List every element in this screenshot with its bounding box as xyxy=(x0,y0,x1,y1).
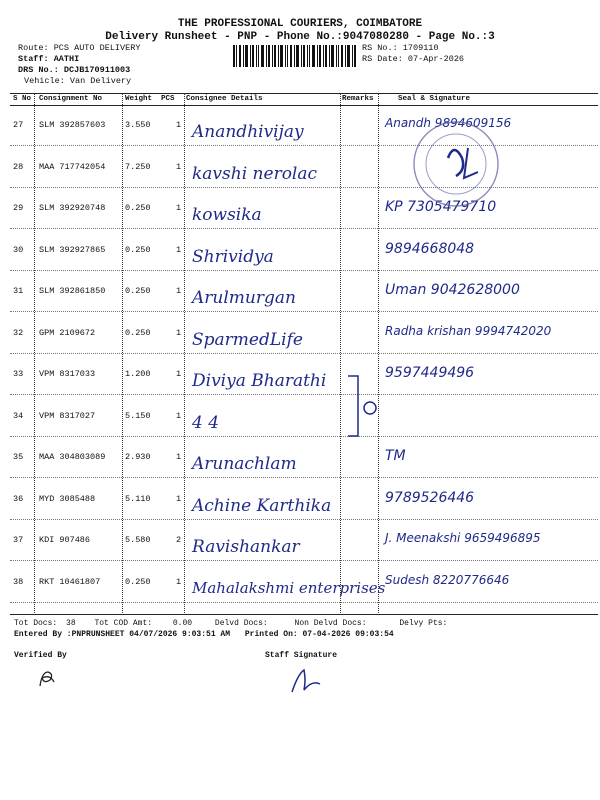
entered-by-text: Entered By :PNPRUNSHEET 04/07/2026 9:03:51 AM xyxy=(14,630,231,639)
consignee-name-handwritten: Ravishankar xyxy=(192,537,300,557)
receiver-signature-handwritten: 9597449496 xyxy=(385,365,475,381)
rs-number: RS No.: 1709110 xyxy=(362,43,439,53)
row-weight: 5.110 xyxy=(125,493,151,504)
receiver-signature-handwritten: Radha krishan 9994742020 xyxy=(385,323,552,338)
consignee-name-handwritten: kavshi nerolac xyxy=(192,163,318,184)
row-pcs: 1 xyxy=(176,576,182,587)
row-weight: 7.250 xyxy=(125,161,151,172)
col-seal: Seal & Signature xyxy=(398,95,471,103)
staff-signature-label: Staff Signature xyxy=(265,651,338,660)
tot-docs-label: Tot Docs: xyxy=(14,619,58,628)
row-pcs: 1 xyxy=(176,161,182,172)
footer-totals xyxy=(14,618,594,629)
drs-label: DRS No.: DCJB170911003 xyxy=(18,65,131,75)
document-title: THE PROFESSIONAL COURIERS, COIMBATORE xyxy=(177,18,423,30)
rs-date: RS Date: 07-Apr-2026 xyxy=(362,54,465,64)
row-sno: 32 xyxy=(13,327,24,338)
receiver-signature-handwritten: Uman 9042628000 xyxy=(385,282,520,298)
bracket-mark xyxy=(340,372,380,444)
row-sno: 27 xyxy=(13,120,24,130)
row-consignment-no: SLM 392861850 xyxy=(39,286,106,296)
consignee-name-handwritten: 4 4 xyxy=(192,412,220,433)
row-pcs: 1 xyxy=(176,410,182,421)
table-row xyxy=(10,229,598,271)
col-pcs: PCS xyxy=(161,95,175,103)
receiver-signature-handwritten: Anandh 9894609156 xyxy=(385,116,512,130)
verifier-signature xyxy=(36,666,58,690)
row-consignment-no: MAA 304803089 xyxy=(39,452,106,462)
rs-info xyxy=(362,43,464,65)
row-weight: 2.930 xyxy=(125,452,151,462)
tot-docs-value: 38 xyxy=(66,619,76,628)
row-weight: 0.250 xyxy=(125,286,151,296)
row-weight: 5.150 xyxy=(125,410,151,421)
row-consignment-no: GPM 2109672 xyxy=(39,327,96,338)
row-consignment-no: MYD 3085488 xyxy=(39,493,96,504)
row-weight: 0.250 xyxy=(125,203,151,213)
row-sno: 35 xyxy=(13,452,24,462)
row-weight: 1.200 xyxy=(125,369,151,379)
row-pcs: 1 xyxy=(176,369,182,379)
entered-by xyxy=(14,629,394,640)
row-pcs: 1 xyxy=(176,286,182,296)
row-sno: 33 xyxy=(13,369,24,379)
document-subtitle: Delivery Runsheet - PNP - Phone No.:9047080280 - Page No.:3 xyxy=(105,31,495,43)
row-pcs: 1 xyxy=(176,203,182,213)
delvy-pts-label: Delvy Pts: xyxy=(399,619,448,628)
consignee-name-handwritten: SparmedLife xyxy=(192,329,303,350)
row-pcs: 1 xyxy=(176,493,182,504)
route-info xyxy=(18,43,140,87)
row-consignment-no: MAA 717742054 xyxy=(39,161,106,172)
table-row xyxy=(10,187,598,229)
row-pcs: 1 xyxy=(176,452,182,462)
row-weight: 0.250 xyxy=(125,327,151,338)
row-weight: 5.580 xyxy=(125,535,151,545)
col-sno: S No xyxy=(13,95,32,103)
consignee-name-handwritten: Shrividya xyxy=(192,246,274,267)
barcode xyxy=(233,45,358,67)
company-stamp xyxy=(410,118,502,210)
consignee-name-handwritten: Arulmurgan xyxy=(192,288,296,308)
receiver-signature-handwritten: Sudesh 8220776646 xyxy=(385,572,510,587)
row-consignment-no: SLM 392920748 xyxy=(39,203,106,213)
consignee-name-handwritten: kowsika xyxy=(192,205,262,225)
consignee-name-handwritten: Achine Karthika xyxy=(192,495,332,516)
receiver-signature-handwritten: TM xyxy=(385,448,406,464)
staff-signature-mark xyxy=(288,664,324,696)
row-sno: 36 xyxy=(13,493,24,504)
table-row xyxy=(10,395,598,437)
consignee-name-handwritten: Arunachlam xyxy=(192,454,297,474)
receiver-signature-handwritten: 9789526446 xyxy=(385,489,475,506)
row-weight: 0.250 xyxy=(125,576,151,587)
consignee-name-handwritten: Anandhivijay xyxy=(192,122,304,142)
table-row xyxy=(10,436,598,478)
row-sno: 28 xyxy=(13,161,24,172)
tot-cod-label: Tot COD Amt: xyxy=(94,619,153,628)
row-consignment-no: VPM 8317027 xyxy=(39,410,96,421)
row-sno: 29 xyxy=(13,203,24,213)
row-sno: 30 xyxy=(13,244,24,255)
row-weight: 3.550 xyxy=(125,120,151,130)
row-consignment-no: VPM 8317033 xyxy=(39,369,96,379)
row-pcs: 1 xyxy=(176,244,182,255)
row-pcs: 1 xyxy=(176,327,182,338)
row-sno: 31 xyxy=(13,286,24,296)
col-remarks: Remarks xyxy=(342,95,374,103)
col-weight: Weight xyxy=(125,95,153,103)
row-consignment-no: KDI 907486 xyxy=(39,535,91,545)
receiver-signature-handwritten: J. Meenakshi 9659496895 xyxy=(385,531,541,545)
receiver-signature-handwritten: KP 7305479710 xyxy=(385,199,497,215)
printed-on-text: Printed On: 07-04-2026 09:03:54 xyxy=(244,630,394,639)
footer-divider xyxy=(10,614,598,615)
consignee-name-handwritten: Diviya Bharathi xyxy=(192,371,327,391)
staff-label: Staff: AATHI xyxy=(18,54,80,64)
row-consignment-no: RKT 10461807 xyxy=(39,576,101,587)
row-sno: 37 xyxy=(13,535,24,545)
tot-cod-value: 0.00 xyxy=(172,619,193,628)
row-sno: 34 xyxy=(13,410,24,421)
non-delvd-label: Non Delvd Docs: xyxy=(294,619,367,628)
verified-by-label: Verified By xyxy=(14,651,67,660)
vehicle-label: Vehicle: Van Delivery xyxy=(24,76,132,86)
row-pcs: 1 xyxy=(176,120,182,130)
col-consignee: Consignee Details xyxy=(186,95,263,103)
route-label: Route: PCS AUTO DELIVERY xyxy=(18,43,141,53)
consignee-name-handwritten: Mahalakshmi enterprises xyxy=(192,578,386,597)
row-sno: 38 xyxy=(13,576,24,587)
row-weight: 0.250 xyxy=(125,244,151,255)
receiver-signature-handwritten: 9894668048 xyxy=(385,240,475,257)
delvd-docs-label: Delvd Docs: xyxy=(214,619,268,628)
col-consignment: Consignment No xyxy=(39,95,103,103)
row-consignment-no: SLM 392857603 xyxy=(39,120,106,130)
row-consignment-no: SLM 392927865 xyxy=(39,244,106,255)
row-pcs: 2 xyxy=(176,535,182,545)
